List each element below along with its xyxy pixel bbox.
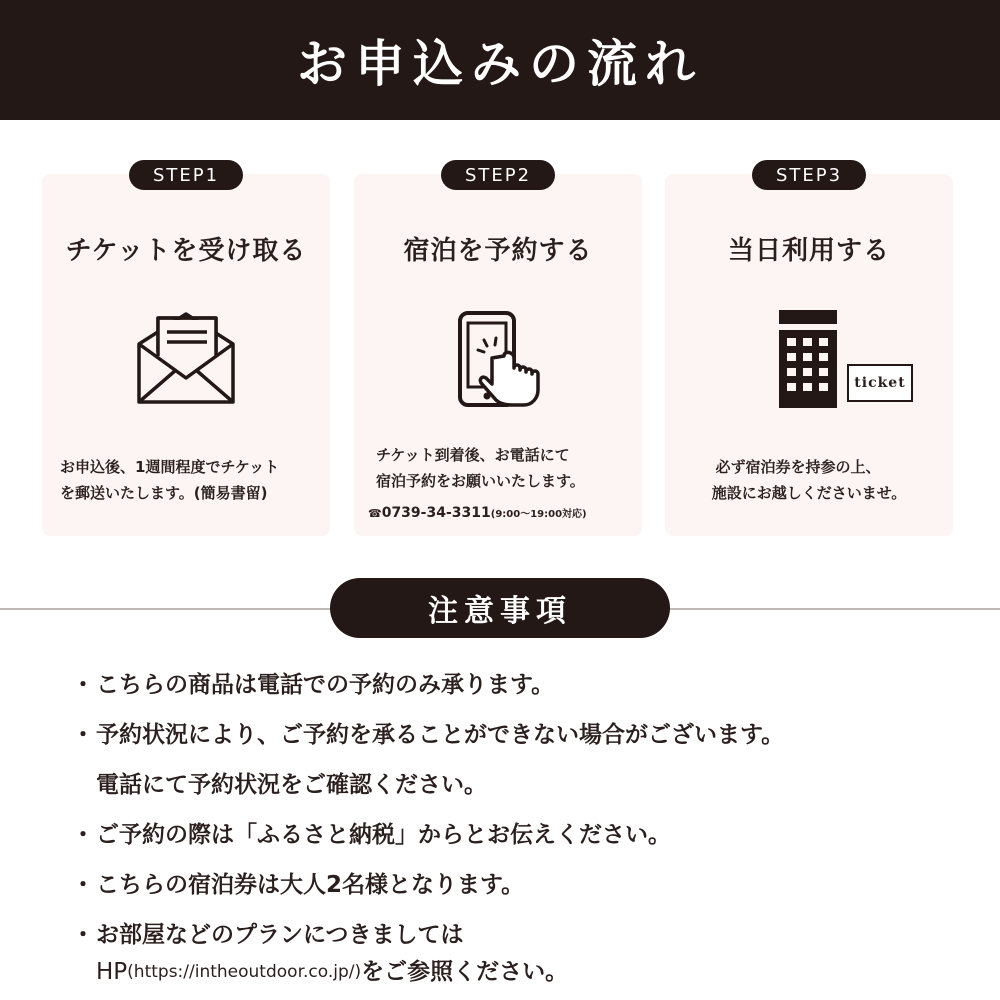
envelope-icon [42, 312, 330, 406]
list-item-text: こちらの商品は電話での予約のみ承ります。 [96, 672, 555, 698]
bullet: ・ [71, 672, 95, 698]
bullet: ・ [71, 722, 95, 748]
phone-line [368, 500, 642, 528]
list-item-text: お部屋などのプランにつきましては [96, 922, 464, 948]
list-item-text: こちらの宿泊券は大人2名様となります。 [96, 872, 525, 898]
notice-title: 注意事項 [428, 594, 572, 629]
step-description-line: を郵送いたします。(簡易書留) [60, 484, 268, 502]
step-description [42, 454, 330, 506]
notice-heading-pill [330, 578, 670, 638]
step-heading: チケットを受け取る [65, 236, 307, 266]
list-item-continuation [70, 760, 970, 810]
step-description-line: お申込後、1週間程度でチケット [60, 458, 280, 476]
phone-number: 0739-34-3311 [381, 505, 491, 521]
smartphone-tap-icon [354, 310, 642, 410]
notice-list [70, 660, 970, 990]
phone-hours: (9:00〜19:00対応) [490, 509, 587, 520]
list-item [70, 910, 970, 960]
hp-label: HP [96, 959, 128, 985]
phone-icon: ☎ [368, 507, 382, 520]
bullet: ・ [71, 822, 95, 848]
step-card-3 [665, 174, 953, 536]
header-bar [0, 0, 1000, 120]
list-item-text: ご予約の際は「ふるさと納税」からとお伝えください。 [96, 822, 671, 848]
step-description [354, 442, 642, 528]
step-description-line: 必ず宿泊券を持参の上、 [715, 458, 881, 476]
list-item [70, 710, 970, 760]
list-item [70, 860, 970, 910]
list-item [70, 810, 970, 860]
step-card-2 [354, 174, 642, 536]
bullet: ・ [71, 922, 95, 948]
website-link[interactable]: (https://intheoutdoor.co.jp/) [127, 962, 362, 982]
list-item [70, 660, 970, 710]
step-badge-1: STEP1 [129, 160, 243, 190]
ticket-label: ticket [854, 375, 906, 391]
list-item-text: 予約状況により、ご予約を承ることができない場合がございます。 [96, 722, 785, 748]
list-item-text: をご参照ください。 [361, 959, 569, 985]
step-card-1 [42, 174, 330, 536]
step-description-line: 施設にお越しくださいませ。 [711, 484, 907, 502]
list-item-continuation [70, 954, 970, 990]
page-title: お申込みの流れ [297, 35, 703, 93]
step-badge-3: STEP3 [752, 160, 866, 190]
ticket-icon [847, 364, 913, 402]
step-description-line: 宿泊予約をお願いいたします。 [376, 472, 585, 490]
bullet: ・ [71, 872, 95, 898]
list-item-text: 電話にて予約状況をご確認ください。 [96, 772, 487, 798]
step-heading: 当日利用する [727, 236, 890, 266]
step-heading: 宿泊を予約する [403, 236, 593, 266]
step-description-line: チケット到着後、お電話にて [376, 446, 570, 464]
step-description [665, 454, 953, 506]
step-badge-2: STEP2 [441, 160, 555, 190]
